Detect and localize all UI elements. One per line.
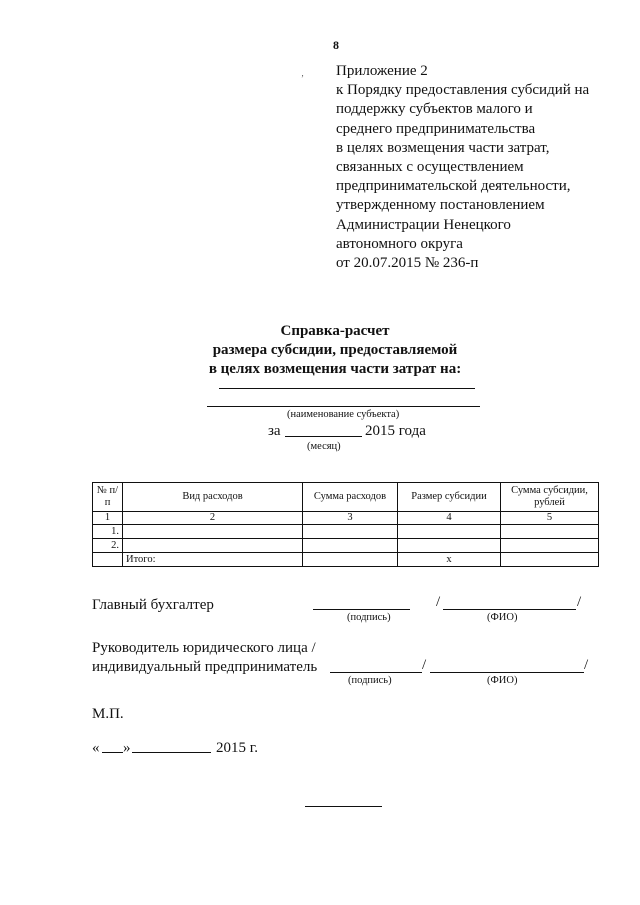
subsidy-size-cell[interactable] — [398, 539, 501, 553]
appendix-line: к Порядку предоставления субсидий на — [336, 82, 590, 99]
subject-line-1[interactable] — [219, 388, 475, 389]
accountant-name-line[interactable] — [443, 609, 576, 610]
period-prefix: за — [268, 423, 281, 439]
header-cell: Сумма субсидии, рублей — [501, 483, 599, 512]
subsidy-sum-cell[interactable] — [501, 525, 599, 539]
slash-separator: / — [436, 594, 441, 610]
date-year: 2015 г. — [216, 740, 258, 756]
day-fill-line[interactable] — [102, 752, 123, 753]
slash-separator: / — [577, 594, 582, 610]
subsidy-sum-cell[interactable] — [501, 539, 599, 553]
column-number: 1 — [93, 512, 123, 525]
total-mark: х — [398, 553, 501, 567]
header-cell: Сумма расходов — [303, 483, 398, 512]
appendix-line: предпринимательской деятельности, — [336, 178, 571, 195]
expense-sum-cell[interactable] — [303, 525, 398, 539]
appendix-line: утвержденному постановлением — [336, 197, 545, 214]
month-fill-line[interactable] — [285, 436, 362, 437]
head-name-line[interactable] — [430, 672, 584, 673]
appendix-block — [336, 62, 589, 273]
row-number: 2. — [93, 539, 123, 553]
calculation-table — [92, 482, 599, 567]
header-cell: № п/п — [93, 483, 123, 512]
head-signature-line[interactable] — [330, 672, 422, 673]
subject-caption: (наименование субъекта) — [287, 409, 400, 420]
date-open-quote: « — [92, 740, 100, 756]
appendix-line: среднего предпринимательства — [336, 120, 536, 137]
expense-sum-cell[interactable] — [303, 539, 398, 553]
month-caption: (месяц) — [307, 441, 341, 452]
table-header-row — [93, 483, 599, 512]
appendix-line: Приложение 2 — [336, 63, 428, 79]
table-row — [93, 539, 599, 553]
column-number: 5 — [501, 512, 599, 525]
head-label-line-1: Руководитель юридического лица / — [92, 640, 316, 656]
total-expense-cell[interactable] — [303, 553, 398, 567]
name-caption: (ФИО) — [487, 675, 518, 686]
month-date-fill-line[interactable] — [132, 752, 211, 753]
appendix-line: Администрации Ненецкого — [336, 216, 511, 233]
appendix-line: связанных с осуществлением — [336, 159, 524, 176]
total-subsidy-cell[interactable] — [501, 553, 599, 567]
column-number: 3 — [303, 512, 398, 525]
head-label-line-2: индивидуальный предприниматель — [92, 659, 318, 675]
table-number-row — [93, 512, 599, 525]
appendix-line: от 20.07.2015 № 236-п — [336, 255, 479, 272]
slash-separator: / — [584, 657, 589, 673]
signature-caption: (подпись) — [348, 675, 392, 686]
row-number: 1. — [93, 525, 123, 539]
column-number: 2 — [123, 512, 303, 525]
appendix-line: автономного округа — [336, 235, 463, 252]
total-empty-cell — [93, 553, 123, 567]
table-total-row — [93, 553, 599, 567]
scan-mark: ‚ — [301, 68, 304, 78]
expense-type-cell[interactable] — [123, 525, 303, 539]
period-suffix: 2015 года — [365, 423, 426, 439]
subsidy-size-cell[interactable] — [398, 525, 501, 539]
accountant-signature-line[interactable] — [313, 609, 410, 610]
title-line-2: размера субсидии, предоставляемой — [212, 342, 458, 358]
signature-caption: (подпись) — [347, 612, 391, 623]
title-line-3: в целях возмещения части затрат на: — [208, 361, 462, 377]
subject-line-2[interactable] — [207, 406, 480, 407]
document-title — [150, 322, 520, 379]
date-close-quote: » — [123, 740, 131, 756]
bottom-separator-line — [305, 806, 382, 807]
accountant-label: Главный бухгалтер — [92, 597, 214, 613]
expense-type-cell[interactable] — [123, 539, 303, 553]
appendix-line: поддержку субъектов малого и — [336, 101, 533, 118]
header-cell: Размер субсидии — [398, 483, 501, 512]
slash-separator: / — [422, 657, 427, 673]
name-caption: (ФИО) — [487, 612, 518, 623]
total-label: Итого: — [123, 553, 303, 567]
header-cell: Вид расходов — [123, 483, 303, 512]
column-number: 4 — [398, 512, 501, 525]
table-row — [93, 525, 599, 539]
seal-label: М.П. — [92, 706, 124, 722]
page-number: 8 — [333, 38, 339, 52]
appendix-line: в целях возмещения части затрат, — [336, 139, 550, 156]
title-line-1: Справка-расчет — [280, 323, 390, 339]
